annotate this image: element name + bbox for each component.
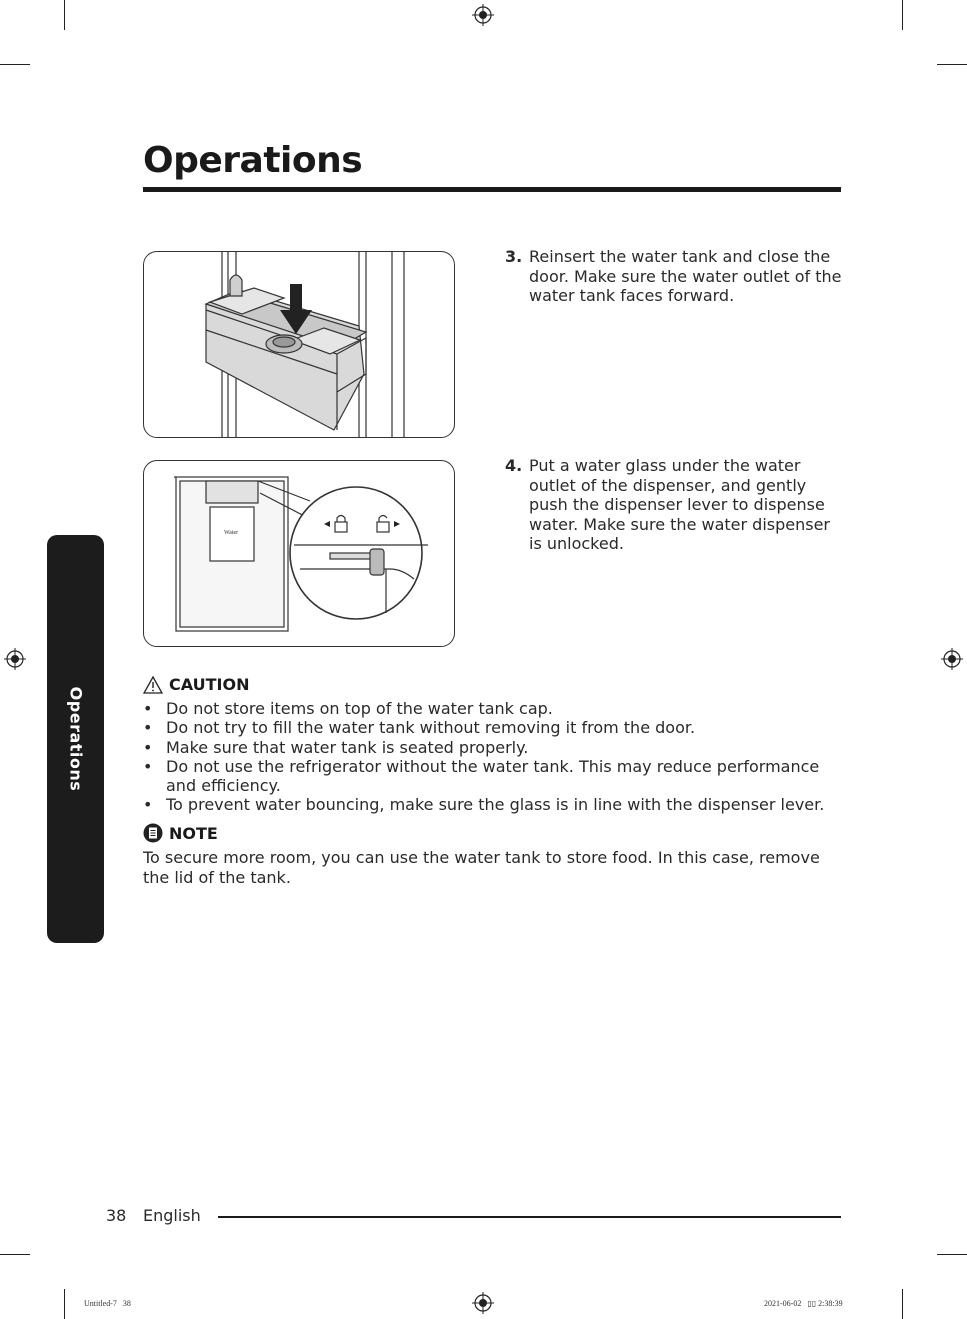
crop-mark [64,0,65,30]
dispenser-lever-drawing [144,461,454,646]
crop-mark [0,1254,30,1255]
registration-mark-icon [4,648,26,670]
title-rule [143,187,841,192]
list-item: • Do not store items on top of the water tank cap. [143,699,843,718]
crop-mark [64,1289,65,1319]
step-text: Put a water glass under the water outlet of the dispenser, and gently push the dispenser lever to dispense water. Make sure the water dispenser is unlocked. [529,456,831,553]
water-tank-insert-illustration [143,251,455,438]
caution-list [143,699,843,815]
side-tab [47,535,104,943]
note-label: NOTE [169,823,218,843]
crop-mark [937,64,967,65]
dispenser-label: Water [224,530,239,536]
step-number: 3. [505,247,523,266]
dispenser-lever-illustration [143,460,455,647]
list-item: • Do not use the refrigerator without the water tank. This may reduce performance and efficiency. [143,757,843,796]
registration-mark-icon [472,1292,494,1314]
registration-mark-icon [472,4,494,26]
footer-language: English [143,1206,201,1225]
list-item: • To prevent water bouncing, make sure the glass is in line with the dispenser lever. [143,795,843,814]
registration-mark-icon [941,648,963,670]
crop-mark [902,1289,903,1319]
water-tank-insert-drawing [144,252,454,437]
note-heading [143,823,218,843]
crop-mark [0,64,30,65]
caution-label: CAUTION [169,675,250,694]
step-number: 4. [505,456,523,475]
list-item: • Make sure that water tank is seated properly. [143,738,843,757]
warning-triangle-icon [143,676,163,694]
page-title: Operations [143,140,363,181]
slug-file: Untitled-7 38 [84,1299,131,1308]
step-text: Reinsert the water tank and close the door. Make sure the water outlet of the water tank faces forward. [529,247,842,305]
side-tab-label: Operations [66,686,85,792]
note-icon [143,823,163,843]
caution-heading [143,675,249,694]
step-4 [505,456,845,554]
step-3 [505,247,845,306]
note-text: To secure more room, you can use the water tank to store food. In this case, remove the lid of the tank. [143,848,820,887]
list-item: • Do not try to fill the water tank without removing it from the door. [143,718,843,737]
footer-rule [218,1216,841,1218]
crop-mark [902,0,903,30]
slug-date: 2021-06-02 ▯▯ 2:38:39 [764,1299,843,1308]
page-number: 38 [106,1206,127,1225]
crop-mark [937,1254,967,1255]
